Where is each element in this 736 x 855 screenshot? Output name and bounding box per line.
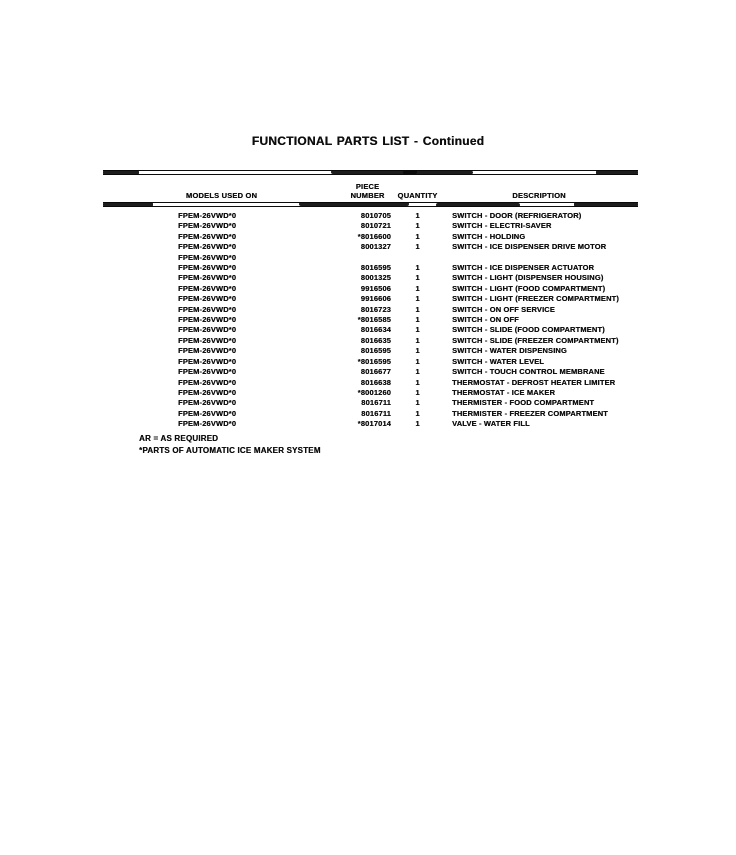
table-row bbox=[103, 357, 638, 367]
quantity-cell: 1 bbox=[415, 283, 420, 293]
table-body bbox=[103, 211, 638, 430]
model-cell: FPEM-26VWD*0 bbox=[178, 367, 237, 377]
rule-smudge bbox=[103, 170, 139, 175]
piece-number-cell: 8016634 bbox=[360, 325, 391, 335]
piece-header-line1: PIECE bbox=[355, 182, 380, 191]
quantity-cell: 1 bbox=[415, 408, 420, 418]
piece-number-cell: 8016635 bbox=[360, 335, 391, 345]
quantity-cell: 1 bbox=[415, 263, 420, 273]
table-row bbox=[103, 242, 638, 252]
description-cell: SWITCH - ON OFF bbox=[452, 315, 519, 325]
quantity-cell: 1 bbox=[415, 346, 420, 356]
table-row bbox=[103, 378, 638, 388]
table-row bbox=[103, 367, 638, 377]
footnote-ice-maker-parts: *PARTS OF AUTOMATIC ICE MAKER SYSTEM bbox=[139, 446, 321, 455]
footnote-ar-as-required: AR = AS REQUIRED bbox=[139, 434, 219, 443]
description-cell: SWITCH - LIGHT (DISPENSER HOUSING) bbox=[452, 273, 604, 283]
piece-number-cell: 8016711 bbox=[361, 408, 391, 418]
model-cell: FPEM-26VWD*0 bbox=[178, 387, 237, 397]
description-cell: SWITCH - TOUCH CONTROL MEMBRANE bbox=[452, 367, 605, 377]
piece-number-cell: 8016595 bbox=[360, 263, 391, 273]
piece-number-cell bbox=[340, 253, 395, 263]
model-cell: FPEM-26VWD*0 bbox=[178, 294, 237, 304]
quantity-cell: 1 bbox=[415, 304, 420, 314]
description-cell: SWITCH - LIGHT (FREEZER COMPARTMENT) bbox=[452, 294, 619, 304]
parts-table bbox=[103, 170, 638, 430]
table-row bbox=[103, 253, 638, 263]
table-row bbox=[103, 409, 638, 419]
quantity-cell: 1 bbox=[415, 356, 420, 366]
table-row bbox=[103, 419, 638, 429]
model-cell: FPEM-26VWD*0 bbox=[178, 252, 237, 262]
piece-number-cell: 9916506 bbox=[360, 283, 391, 293]
quantity-cell bbox=[395, 253, 440, 263]
table-row bbox=[103, 336, 638, 346]
piece-header-line2: NUMBER bbox=[350, 191, 385, 200]
model-cell: FPEM-26VWD*0 bbox=[178, 335, 237, 345]
rule-smudge bbox=[299, 202, 409, 206]
quantity-cell: 1 bbox=[415, 273, 420, 283]
description-cell: SWITCH - LIGHT (FOOD COMPARTMENT) bbox=[452, 283, 606, 293]
model-cell: FPEM-26VWD*0 bbox=[178, 346, 237, 356]
model-cell: FPEM-26VWD*0 bbox=[178, 304, 237, 314]
footnotes bbox=[139, 433, 321, 457]
description-cell: THERMOSTAT - DEFROST HEATER LIMITER bbox=[452, 377, 616, 387]
header-bottom-rule bbox=[103, 202, 638, 207]
piece-number-cell: 8016723 bbox=[360, 304, 391, 314]
quantity-cell: 1 bbox=[415, 325, 420, 335]
column-header-models-used-on: MODELS USED ON bbox=[185, 191, 258, 200]
table-row bbox=[103, 263, 638, 273]
table-row bbox=[103, 294, 638, 304]
model-cell: FPEM-26VWD*0 bbox=[178, 221, 237, 231]
description-cell: SWITCH - SLIDE (FREEZER COMPARTMENT) bbox=[452, 335, 619, 345]
piece-number-cell: *8016600 bbox=[357, 231, 391, 241]
rule-smudge bbox=[596, 170, 638, 175]
model-cell: FPEM-26VWD*0 bbox=[178, 408, 237, 418]
table-row bbox=[103, 398, 638, 408]
description-cell: SWITCH - SLIDE (FOOD COMPARTMENT) bbox=[452, 325, 605, 335]
quantity-cell: 1 bbox=[415, 315, 420, 325]
description-cell: SWITCH - WATER LEVEL bbox=[452, 356, 545, 366]
piece-number-cell: *8001260 bbox=[357, 387, 391, 397]
table-row bbox=[103, 284, 638, 294]
page-title: FUNCTIONAL PARTS LIST - Continued bbox=[251, 134, 485, 148]
model-cell: FPEM-26VWD*0 bbox=[178, 398, 237, 408]
description-cell: THERMISTER - FREEZER COMPARTMENT bbox=[452, 408, 608, 418]
rule-smudge bbox=[403, 171, 473, 174]
piece-number-cell: 8016595 bbox=[360, 346, 391, 356]
description-cell: SWITCH - ELECTRI-SAVER bbox=[452, 221, 552, 231]
table-row bbox=[103, 221, 638, 231]
quantity-cell: 1 bbox=[415, 211, 420, 220]
table-row bbox=[103, 315, 638, 325]
model-cell: FPEM-26VWD*0 bbox=[178, 315, 237, 325]
piece-number-cell: *8016585 bbox=[357, 315, 391, 325]
piece-number-cell: 8001327 bbox=[360, 242, 391, 252]
quantity-cell: 1 bbox=[415, 419, 420, 429]
column-header-quantity: QUANTITY bbox=[397, 191, 438, 200]
model-cell: FPEM-26VWD*0 bbox=[178, 211, 237, 220]
description-cell: VALVE - WATER FILL bbox=[452, 419, 530, 429]
quantity-cell: 1 bbox=[415, 294, 420, 304]
model-cell: FPEM-26VWD*0 bbox=[178, 325, 237, 335]
model-cell: FPEM-26VWD*0 bbox=[178, 356, 237, 366]
description-cell: SWITCH - ICE DISPENSER DRIVE MOTOR bbox=[452, 242, 607, 252]
quantity-cell: 1 bbox=[415, 231, 420, 241]
quantity-cell: 1 bbox=[415, 221, 420, 231]
description-cell bbox=[440, 253, 638, 263]
piece-number-cell: 8010721 bbox=[360, 221, 391, 231]
rule-smudge bbox=[436, 203, 520, 207]
model-cell: FPEM-26VWD*0 bbox=[178, 273, 237, 283]
quantity-cell: 1 bbox=[415, 242, 420, 252]
table-row bbox=[103, 232, 638, 242]
table-row bbox=[103, 305, 638, 315]
quantity-cell: 1 bbox=[415, 377, 420, 387]
piece-number-cell: 9916606 bbox=[360, 294, 391, 304]
description-cell: THERMOSTAT - ICE MAKER bbox=[452, 387, 556, 397]
rule-smudge bbox=[574, 202, 638, 207]
model-cell: FPEM-26VWD*0 bbox=[178, 419, 237, 429]
piece-number-cell: 8016711 bbox=[361, 398, 391, 408]
description-cell: SWITCH - DOOR (REFRIGERATOR) bbox=[452, 211, 582, 220]
description-cell: SWITCH - HOLDING bbox=[452, 231, 526, 241]
description-cell: THERMISTER - FOOD COMPARTMENT bbox=[452, 398, 595, 408]
table-row bbox=[103, 388, 638, 398]
piece-number-cell: 8016677 bbox=[360, 367, 391, 377]
model-cell: FPEM-26VWD*0 bbox=[178, 242, 237, 252]
table-row bbox=[103, 346, 638, 356]
quantity-cell: 1 bbox=[415, 335, 420, 345]
table-row bbox=[103, 273, 638, 283]
model-cell: FPEM-26VWD*0 bbox=[178, 263, 237, 273]
quantity-cell: 1 bbox=[415, 367, 420, 377]
model-cell: FPEM-26VWD*0 bbox=[178, 283, 237, 293]
model-cell: FPEM-26VWD*0 bbox=[178, 377, 237, 387]
column-header-description: DESCRIPTION bbox=[512, 191, 566, 200]
piece-number-cell: 8016638 bbox=[360, 377, 391, 387]
quantity-cell: 1 bbox=[415, 398, 420, 408]
quantity-cell: 1 bbox=[415, 387, 420, 397]
description-cell: SWITCH - WATER DISPENSING bbox=[452, 346, 567, 356]
table-header-row bbox=[103, 175, 638, 202]
piece-number-cell: 8001325 bbox=[360, 273, 391, 283]
column-header-piece-number bbox=[340, 182, 395, 200]
piece-number-cell: *8016595 bbox=[357, 356, 391, 366]
piece-number-cell: *8017014 bbox=[357, 419, 391, 429]
table-top-rule bbox=[103, 170, 638, 175]
description-cell: SWITCH - ICE DISPENSER ACTUATOR bbox=[452, 263, 595, 273]
table-row bbox=[103, 211, 638, 221]
rule-smudge bbox=[103, 202, 153, 207]
description-cell: SWITCH - ON OFF SERVICE bbox=[452, 304, 555, 314]
model-cell: FPEM-26VWD*0 bbox=[178, 231, 237, 241]
piece-number-cell: 8010705 bbox=[360, 211, 391, 220]
table-row bbox=[103, 325, 638, 335]
